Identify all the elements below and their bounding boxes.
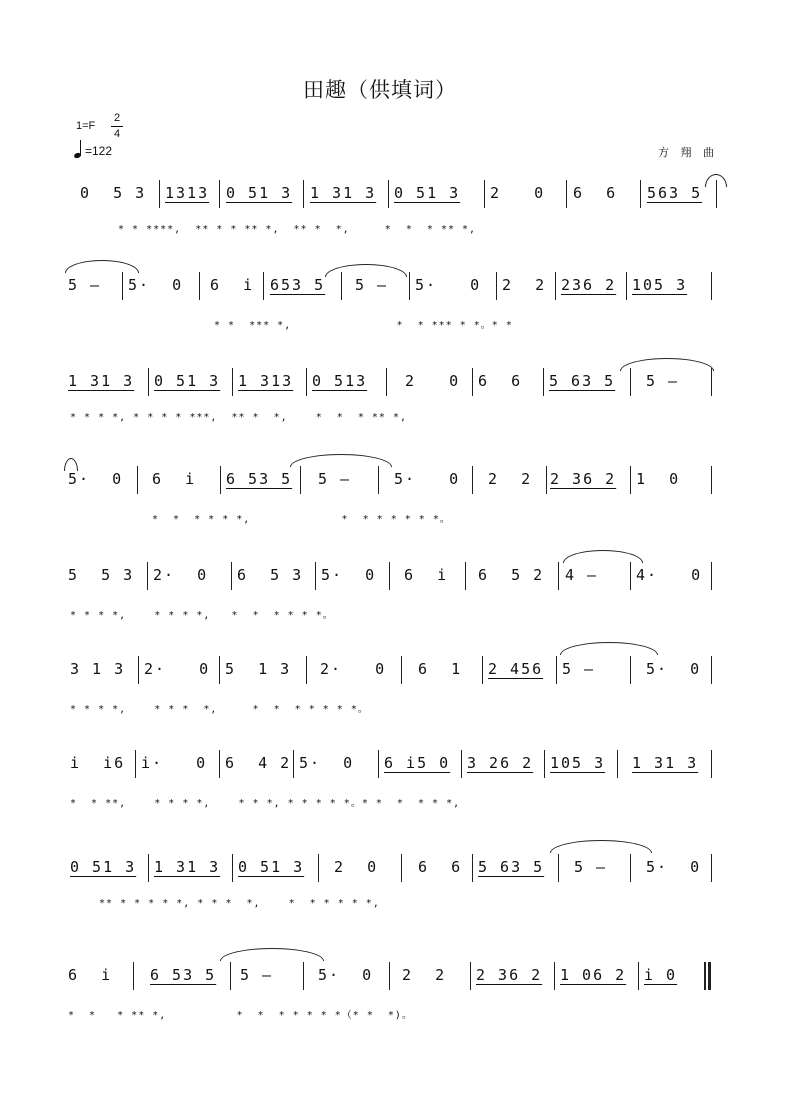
score-row-1: [0, 180, 790, 240]
measure: 6 4 2: [225, 754, 292, 772]
lyric-text: * * * *, * * * * ***, ** * *, * * * ** *,: [70, 412, 407, 423]
barline: [401, 854, 402, 882]
measure: 563 5: [647, 184, 703, 202]
barline: [711, 368, 712, 396]
barline: [306, 368, 307, 396]
measure: 5· 0: [415, 276, 482, 294]
measure: 5 –: [355, 276, 389, 294]
barline: [630, 656, 631, 684]
measure: 5· 0: [68, 470, 124, 488]
measure: 6 i: [210, 276, 255, 294]
measure: 2 0: [490, 184, 546, 202]
time-signature-top: 2: [113, 112, 121, 124]
measure: 6 i: [68, 966, 113, 984]
barline: [544, 750, 545, 778]
notation-line: [0, 656, 790, 696]
lyric-text: * * ****, ** * * ** *, ** * *, * * * ** *,: [118, 224, 477, 235]
measure: 2· 0: [144, 660, 211, 678]
measure: 0 51 3: [394, 184, 461, 202]
lyric-line: [0, 700, 790, 718]
barline: [482, 656, 483, 684]
lyric-line: [0, 316, 790, 334]
barline: [231, 562, 232, 590]
measure: 5 –: [240, 966, 274, 984]
barline: [219, 656, 220, 684]
barline: [306, 656, 307, 684]
measure: i i6: [70, 754, 126, 772]
tempo-marking: [74, 140, 112, 158]
barline: [133, 962, 134, 990]
measure: 5 –: [68, 276, 102, 294]
measure: 5 –: [646, 372, 680, 390]
lyric-line: [0, 606, 790, 624]
lyric-text: * * * ** *, * * * * * * *（* * *)。: [68, 1010, 413, 1021]
barline: [630, 466, 631, 494]
barline: [147, 562, 148, 590]
notation-line: [0, 272, 790, 312]
lyric-text: * * **, * * * *, * * *, * * * * *。* * * * * *,: [70, 798, 461, 809]
barline: [626, 272, 627, 300]
measure: 2· 0: [153, 566, 209, 584]
measure: 5 –: [562, 660, 596, 678]
measure: 6 5 2: [478, 566, 545, 584]
barline: [566, 180, 567, 208]
measure: 5 –: [318, 470, 352, 488]
barline: [303, 180, 304, 208]
barline: [199, 272, 200, 300]
barline: [546, 466, 547, 494]
notation-line: [0, 180, 790, 220]
tie-mark: [560, 642, 658, 655]
measure: 6 6: [573, 184, 618, 202]
measure: 5 5 3: [68, 566, 135, 584]
tempo-value: =122: [85, 144, 113, 158]
barline: [122, 272, 123, 300]
measure: 5 –: [574, 858, 608, 876]
barline: [159, 180, 160, 208]
quarter-note-icon: [74, 140, 82, 158]
measure: 1313: [165, 184, 210, 202]
barline: [389, 562, 390, 590]
measure: 3 1 3: [70, 660, 126, 678]
measure: 2 2: [402, 966, 447, 984]
lyric-line: [0, 224, 790, 242]
measure: 2 0: [334, 858, 379, 876]
measure: 0 51 3: [154, 372, 221, 390]
barline: [711, 656, 712, 684]
barline: [303, 962, 304, 990]
measure: 2 2: [502, 276, 547, 294]
barline: [388, 180, 389, 208]
score-row-8: [0, 854, 790, 914]
score-row-3: [0, 368, 790, 428]
barline: [630, 562, 631, 590]
measure: 5 63 5: [478, 858, 545, 876]
measure: 2 456: [488, 660, 544, 678]
measure: 5· 0: [299, 754, 355, 772]
measure: 3 26 2: [467, 754, 534, 772]
measure: i 0: [644, 966, 678, 984]
lyric-line: [0, 510, 790, 528]
measure: 0 51 3: [70, 858, 137, 876]
barline: [711, 272, 712, 300]
barline: [711, 750, 712, 778]
tie-mark: [705, 174, 727, 187]
score-row-2: [0, 272, 790, 332]
measure: 5· 0: [394, 470, 461, 488]
barline: [293, 750, 294, 778]
measure: 0 51 3: [226, 184, 293, 202]
measure: 5· 0: [646, 858, 702, 876]
measure: 1 313: [238, 372, 294, 390]
measure: 1 31 3: [68, 372, 135, 390]
barline: [630, 368, 631, 396]
barline: [378, 750, 379, 778]
tie-mark: [220, 948, 324, 961]
measure: 1 0: [636, 470, 681, 488]
notation-line: [0, 466, 790, 506]
measure: 5 63 5: [549, 372, 616, 390]
measure: 0 5 3: [80, 184, 147, 202]
barline: [220, 466, 221, 494]
barline: [558, 562, 559, 590]
barline: [137, 466, 138, 494]
barline: [341, 272, 342, 300]
barline: [232, 368, 233, 396]
barline: [135, 750, 136, 778]
barline: [543, 368, 544, 396]
lyric-text: * * * *, * * * *, * * * * * *。: [70, 610, 334, 621]
barline: [630, 854, 631, 882]
notation-line: [0, 962, 790, 1002]
measure: 6 5 3: [237, 566, 304, 584]
score-row-5: [0, 562, 790, 622]
barline: [554, 962, 555, 990]
measure: 5· 0: [318, 966, 374, 984]
measure: 0 51 3: [238, 858, 305, 876]
barline: [555, 272, 556, 300]
lyric-line: [0, 1006, 790, 1024]
lyric-text: ** * * * * *, * * * *, * * * * * *,: [92, 898, 380, 909]
lyric-text: * * * *, * * * *, * * * * * * *。: [70, 704, 369, 715]
measure: 5· 0: [646, 660, 702, 678]
barline: [496, 272, 497, 300]
notation-line: [0, 562, 790, 602]
barline: [148, 854, 149, 882]
measure: 105 3: [550, 754, 606, 772]
measure: 6 1: [418, 660, 463, 678]
measure: i· 0: [141, 754, 208, 772]
notation-line: [0, 368, 790, 408]
barline: [472, 854, 473, 882]
lyric-line: [0, 794, 790, 812]
barline: [409, 272, 410, 300]
measure: 0 513: [312, 372, 368, 390]
measure: 6 53 5: [226, 470, 293, 488]
notation-line: [0, 854, 790, 894]
lyric-line: [0, 412, 790, 430]
measure: 4 –: [565, 566, 599, 584]
measure: 5· 0: [321, 566, 377, 584]
barline: [263, 272, 264, 300]
measure: 6 6: [478, 372, 523, 390]
measure: 6 6: [418, 858, 463, 876]
score-row-9: [0, 962, 790, 1022]
barline: [401, 656, 402, 684]
measure: 2· 0: [320, 660, 387, 678]
measure: 6 i: [404, 566, 449, 584]
measure: 5· 0: [128, 276, 184, 294]
lyric-text: * * * * * *, * * * * * * *。: [152, 514, 451, 525]
lyric-line: [0, 898, 790, 916]
score-row-6: [0, 656, 790, 716]
score-row-4: [0, 466, 790, 526]
barline: [640, 180, 641, 208]
measure: 2 36 2: [550, 470, 617, 488]
barline: [558, 854, 559, 882]
measure: 6 i: [152, 470, 197, 488]
barline: [556, 656, 557, 684]
measure: 4· 0: [636, 566, 703, 584]
song-title: 田趣（供填词）: [303, 78, 457, 102]
barline: [315, 562, 316, 590]
barline: [461, 750, 462, 778]
barline: [617, 750, 618, 778]
measure: 2 36 2: [476, 966, 543, 984]
final-barline-thin: [704, 962, 706, 990]
measure: 6 53 5: [150, 966, 217, 984]
measure: 6 i5 0: [384, 754, 451, 772]
barline: [219, 750, 220, 778]
barline: [484, 180, 485, 208]
barline: [378, 466, 379, 494]
measure: 1 06 2: [560, 966, 627, 984]
barline: [711, 466, 712, 494]
measure: 236 2: [561, 276, 617, 294]
barline: [148, 368, 149, 396]
time-signature-divider: [111, 126, 123, 127]
barline: [300, 466, 301, 494]
barline: [711, 562, 712, 590]
barline: [470, 962, 471, 990]
composer-credit: 方 翔 曲: [658, 146, 718, 159]
barline: [472, 368, 473, 396]
time-signature: [110, 112, 124, 141]
barline: [219, 180, 220, 208]
lyric-text: * * *** *, * * *** * *。* *: [214, 320, 513, 331]
barline: [465, 562, 466, 590]
tie-mark: [550, 840, 652, 853]
score-row-7: [0, 750, 790, 810]
barline: [230, 962, 231, 990]
barline: [386, 368, 387, 396]
key-signature: 1=F: [76, 120, 96, 132]
measure: 1 31 3: [154, 858, 221, 876]
barline: [138, 656, 139, 684]
barline: [389, 962, 390, 990]
barline: [711, 854, 712, 882]
measure: 653 5: [270, 276, 326, 294]
final-barline-thick: [708, 962, 711, 990]
measure: 105 3: [632, 276, 688, 294]
barline: [318, 854, 319, 882]
measure: 1 31 3: [310, 184, 377, 202]
notation-line: [0, 750, 790, 790]
barline: [232, 854, 233, 882]
barline: [472, 466, 473, 494]
barline: [638, 962, 639, 990]
measure: 1 31 3: [632, 754, 699, 772]
measure: 2 2: [488, 470, 533, 488]
measure: 2 0: [405, 372, 461, 390]
time-signature-bottom: 4: [113, 128, 121, 140]
measure: 5 1 3: [225, 660, 292, 678]
